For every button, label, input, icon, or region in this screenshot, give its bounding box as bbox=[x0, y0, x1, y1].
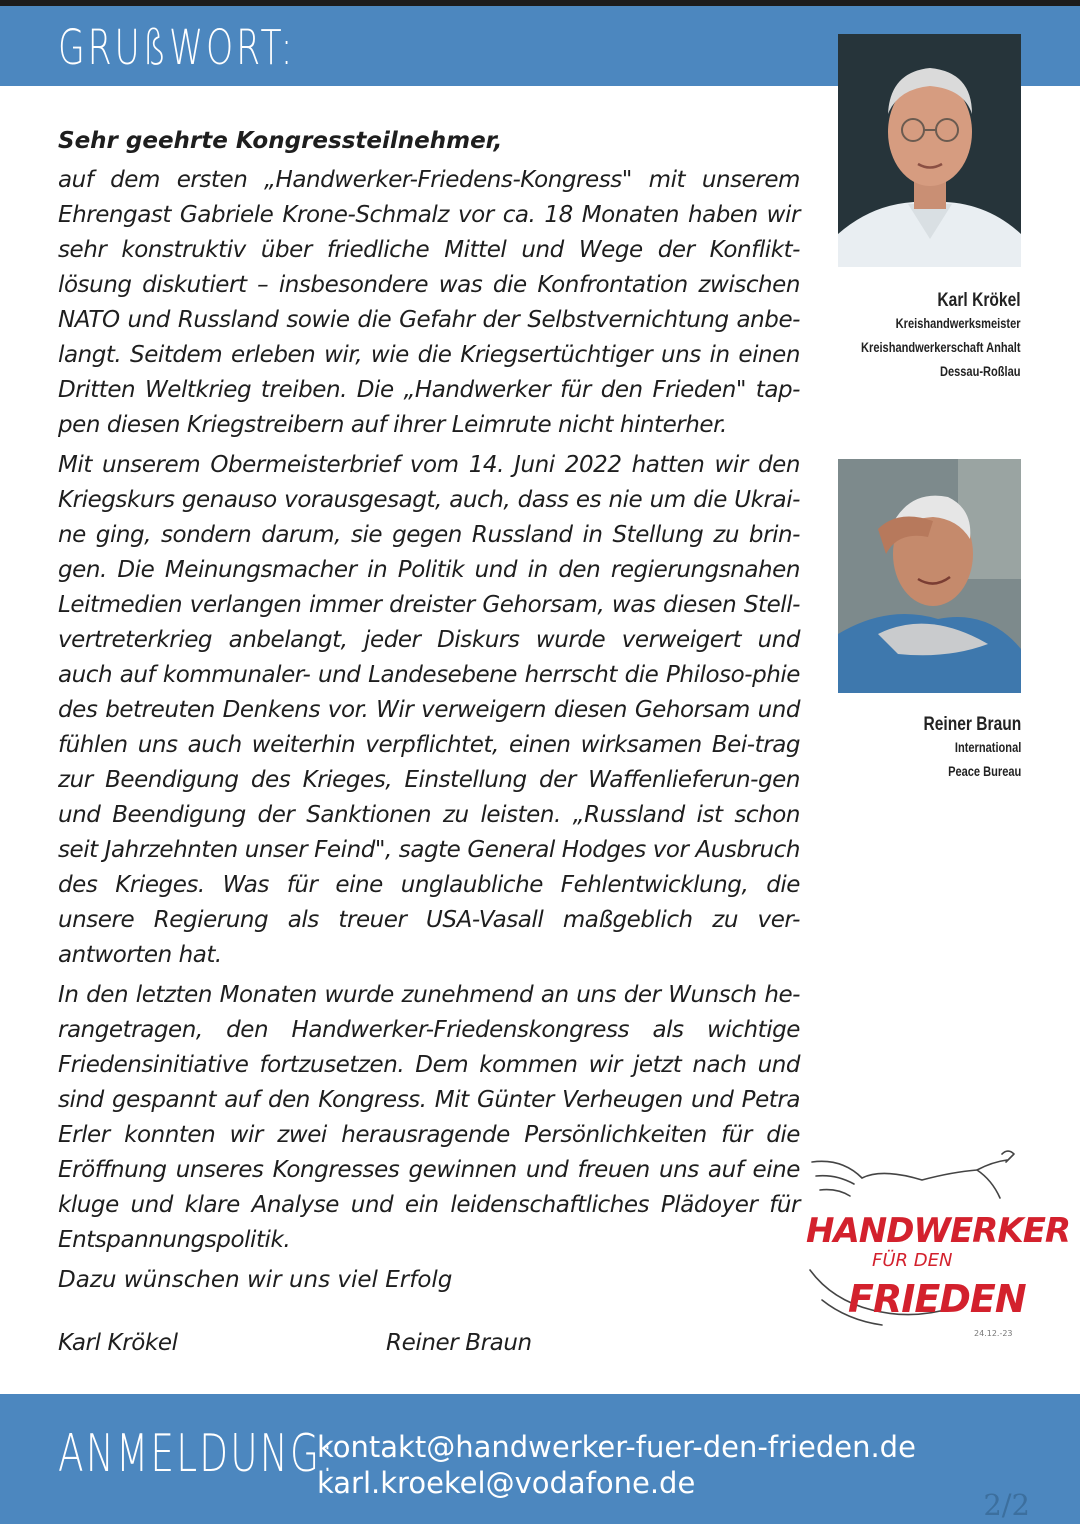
logo-handwritten-mark: 24.12.-23 bbox=[974, 1329, 1013, 1338]
email-link-kontakt[interactable]: kontakt@handwerker-fuer-den-frieden.de bbox=[317, 1430, 916, 1464]
logo-line-2: FÜR DEN bbox=[872, 1250, 953, 1271]
portrait-karl-kroekel bbox=[838, 34, 1021, 267]
page-number: 2/2 bbox=[983, 1488, 1030, 1522]
photo-reiner-braun bbox=[838, 459, 1021, 693]
caption-name: Reiner Braun bbox=[923, 714, 1021, 735]
caption-role: Kreishandwerksmeister bbox=[896, 316, 1021, 331]
photo-karl-kroekel bbox=[838, 34, 1021, 267]
page-title: GRUßWORT: bbox=[58, 20, 296, 76]
closing-line: Dazu wünschen wir uns viel Erfolg bbox=[58, 1267, 453, 1293]
caption-org: International bbox=[954, 740, 1021, 755]
caption-org: Kreishandwerkerschaft Anhalt bbox=[861, 340, 1021, 355]
paragraph-1: auf dem ersten „Handwerker-Friedens-Kongress" mit unserem Ehrengast Gabriele Krone-Schmalz vor ca. 18 Monaten haben wir sehr konstruktiv über friedliche Mittel und Wege der Konflikt-lösung diskutiert – insbesondere was die Konfrontation zwischen NATO und Russland sowie die Gefahr der Selbstvernichtung anbe-langt. Seitdem erleben wir, wie die Kriegsertüchtiger uns in einen Dritten Weltkrieg treiben. Die „Handwerker für den Frieden" tap-pen diesen Kriegstreibern auf ihrer Leimrute nicht hinterher. bbox=[58, 167, 800, 438]
registration-label: ANMELDUNG: bbox=[58, 1424, 336, 1484]
caption-reiner-braun bbox=[902, 714, 1021, 784]
email-link-kroekel[interactable]: karl.kroekel@vodafone.de bbox=[317, 1466, 696, 1500]
signature-reiner-braun: Reiner Braun bbox=[386, 1330, 532, 1356]
salutation: Sehr geehrte Kongressteilnehmer, bbox=[58, 128, 503, 154]
paragraph-2: Mit unserem Obermeisterbrief vom 14. Juni 2022 hatten wir den Kriegskurs genauso vorausgesagt, auch, dass es nie um die Ukrai-ne ging, sondern darum, sie gegen Russland in Stellung zu brin-gen. Die Meinungsmacher in Politik und in den regierungsnahen Leitmedien verlangen immer dreister Gehorsam, was diesen Stell-vertreterkrieg anbelangt, jeder Diskurs wurde verweigert und auch auf kommunaler- und Landesebene herrscht die Philoso-phie des betreuten Denkens vor. Wir verweigern diesen Gehorsam und fühlen uns auch weiterhin verpflichtet, einen wirksamen Bei-trag zur Beendigung des Krieges, Einstellung der Waffenlieferun-gen und Beendigung der Sanktionen zu leisten. „Russland ist schon seit Jahrzehnten unser Feind", sagte General Hodges vor Ausbruch des Krieges. Was für eine unglaubliche Fehlentwicklung, die unsere Regierung als treuer USA-Vasall maßgeblich zu ver-antworten hat. bbox=[58, 452, 800, 968]
caption-place: Dessau-Roßlau bbox=[940, 364, 1021, 379]
caption-karl-kroekel bbox=[826, 290, 1021, 384]
letter-body bbox=[58, 124, 800, 1298]
caption-name: Karl Krökel bbox=[937, 290, 1021, 311]
handwerker-logo bbox=[802, 1150, 1071, 1345]
footer-band bbox=[0, 1394, 1080, 1524]
logo-line-1: HANDWERKER bbox=[806, 1211, 1071, 1251]
paragraph-3: In den letzten Monaten wurde zunehmend an uns der Wunsch he-rangetragen, den Handwerker-Friedenskongress als wichtige Friedensinitiative fortzusetzen. Dem kommen wir jetzt nach und sind gespannt auf den Kongress. Mit Günter Verheugen und Petra Erler konnten wir zwei herausragende Persönlichkeiten für die Eröffnung unseres Kongresses gewinnen und freuen uns auf eine kluge und klare Analyse und ein leidenschaftliches Plädoyer für Entspannungspolitik. bbox=[58, 982, 800, 1253]
caption-org: Peace Bureau bbox=[947, 764, 1021, 779]
portrait-reiner-braun bbox=[838, 459, 1021, 693]
signature-karl-kroekel: Karl Krökel bbox=[58, 1330, 178, 1356]
logo-line-3: FRIEDEN bbox=[848, 1277, 1026, 1321]
